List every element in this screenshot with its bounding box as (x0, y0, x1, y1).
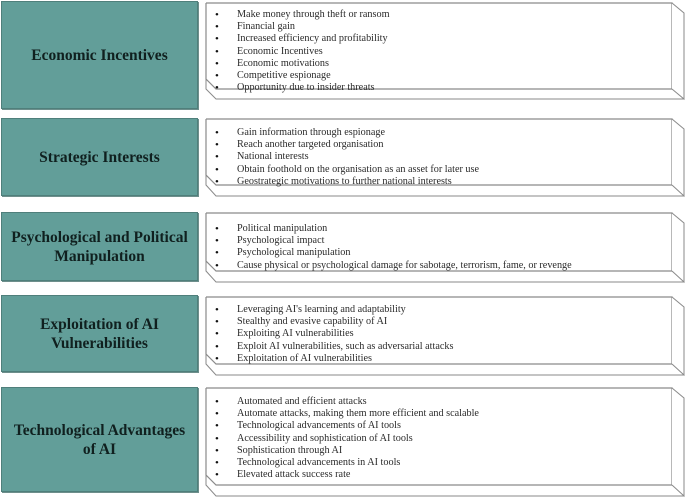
list-item: • Sophistication through AI (212, 445, 479, 457)
list-item: • Accessibility and sophistication of AI tools (212, 433, 479, 445)
list-item: • Elevated attack success rate (212, 469, 479, 481)
list-item: • Gain information through espionage (212, 127, 479, 139)
list-item: • Exploiting AI vulnerabilities (212, 328, 453, 340)
category-label: Strategic Interests (39, 148, 160, 166)
items-panel (206, 213, 684, 293)
list-item: • Cause physical or psychological damage for sabotage, terrorism, fame, or revenge (212, 260, 572, 272)
list-item: • Technological advancements in AI tools (212, 457, 479, 469)
list-item: • Increased efficiency and profitability (212, 33, 390, 45)
category-label: Psychological and Political Manipulation (11, 228, 188, 265)
list-item: • Financial gain (212, 21, 390, 33)
category-box (1, 295, 198, 372)
items-panel (206, 119, 684, 207)
category-box (1, 212, 198, 281)
list-item: • Competitive espionage (212, 70, 390, 82)
list-item: • Opportunity due to insider threats (212, 82, 390, 94)
list-item: • Stealthy and evasive capability of AI (212, 316, 453, 328)
list-item: • Exploitation of AI vulnerabilities (212, 353, 453, 365)
category-label: Technological Advantages of AI (13, 421, 186, 458)
category-box (1, 118, 198, 196)
category-label: Economic Incentives (31, 46, 168, 64)
item-list (212, 223, 572, 272)
items-panel (206, 297, 684, 385)
list-item: • Psychological impact (212, 235, 572, 247)
items-panel (206, 388, 684, 498)
category-box (1, 387, 198, 492)
list-item: • Leveraging AI's learning and adaptability (212, 304, 453, 316)
item-list (212, 396, 479, 481)
list-item: • Psychological manipulation (212, 247, 572, 259)
item-list (212, 127, 479, 188)
list-item: • Exploit AI vulnerabilities, such as adversarial attacks (212, 341, 453, 353)
category-box (1, 1, 198, 109)
list-item: • Political manipulation (212, 223, 572, 235)
item-list (212, 304, 453, 365)
list-item: • Reach another targeted organisation (212, 139, 479, 151)
list-item: • Economic motivations (212, 58, 390, 70)
list-item: • Automated and efficient attacks (212, 396, 479, 408)
items-panel (206, 3, 684, 111)
item-list (212, 9, 390, 94)
list-item: • Make money through theft or ransom (212, 9, 390, 21)
list-item: • Obtain foothold on the organisation as an asset for later use (212, 164, 479, 176)
list-item: • Geostrategic motivations to further national interests (212, 176, 479, 188)
list-item: • Automate attacks, making them more efficient and scalable (212, 408, 479, 420)
category-label: Exploitation of AI Vulnerabilities (40, 315, 159, 352)
list-item: • Economic Incentives (212, 46, 390, 58)
list-item: • National interests (212, 151, 479, 163)
list-item: • Technological advancements of AI tools (212, 420, 479, 432)
